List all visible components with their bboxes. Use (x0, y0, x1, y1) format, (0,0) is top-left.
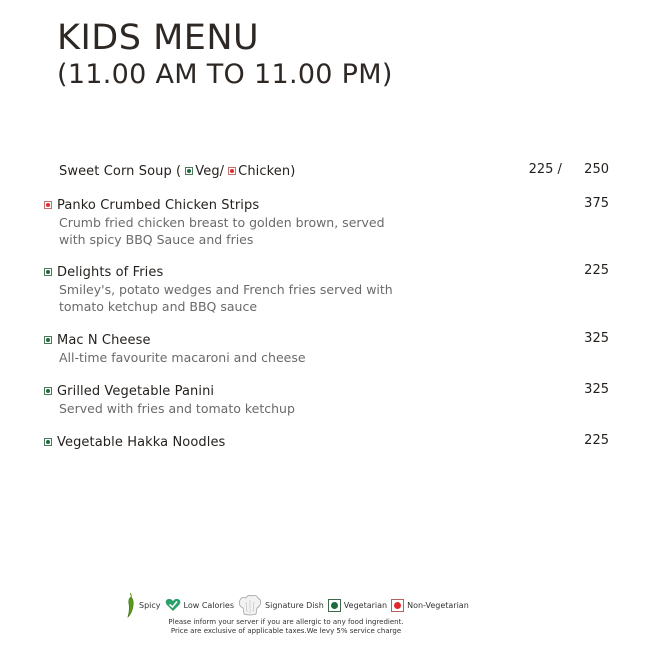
legend-signature-dish: Signature Dish (238, 594, 324, 616)
item-price: 225 (584, 263, 609, 278)
menu-item (44, 433, 609, 451)
item-name: Sweet Corn Soup ( (59, 163, 182, 179)
veg-marker-icon (44, 268, 52, 276)
legend-low-calories: Low Calories (165, 598, 235, 612)
item-price: 325 (584, 331, 609, 346)
chef-hat-icon (238, 594, 262, 616)
veg-marker-icon (44, 336, 52, 344)
item-price: 325 (584, 382, 609, 397)
legend-spicy: Spicy (126, 592, 161, 618)
item-name: Vegetable Hakka Noodles (57, 434, 226, 450)
non-veg-marker-icon (44, 201, 52, 209)
chili-icon (126, 592, 136, 618)
veg-marker-icon (44, 387, 52, 395)
item-description: All-time favourite macaroni and cheese (59, 350, 306, 365)
item-name: Mac N Cheese (57, 332, 151, 348)
menu-item-sweet-corn-soup (44, 162, 609, 180)
nonveg-price: 250 (584, 162, 609, 177)
non-veg-marker-icon (228, 167, 236, 175)
menu-item (44, 331, 609, 366)
item-description: with spicy BBQ Sauce and fries (59, 232, 254, 247)
item-name: Panko Crumbed Chicken Strips (57, 197, 260, 213)
veg-marker-icon (185, 167, 193, 175)
nonveg-label: Chicken) (238, 163, 296, 179)
legend-non-vegetarian: Non-Vegetarian (391, 599, 469, 612)
item-description: Smiley's, potato wedges and French fries served with (59, 282, 393, 297)
item-description: Crumb fried chicken breast to golden brown, served (59, 215, 385, 230)
page-title: KIDS MENU (57, 18, 260, 58)
legend-vegetarian: Vegetarian (328, 599, 387, 612)
heart-check-icon (165, 598, 181, 612)
item-price: 375 (584, 196, 609, 211)
item-name: Grilled Vegetable Panini (57, 383, 215, 399)
item-prices (529, 162, 609, 177)
non-veg-marker-icon (391, 599, 404, 612)
menu-item (44, 382, 609, 417)
legend (126, 592, 473, 618)
tax-note: Price are exclusive of applicable taxes.We levy 5% service charge (170, 627, 402, 635)
footer-notes (0, 618, 572, 636)
menu-hours: (11.00 AM TO 11.00 PM) (57, 59, 393, 90)
veg-label: Veg/ (195, 163, 225, 179)
allergy-note: Please inform your server if you are allergic to any food ingredient. (168, 618, 404, 626)
menu-item (44, 263, 609, 315)
menu-item (44, 196, 609, 248)
veg-marker-icon (328, 599, 341, 612)
veg-price: 225 / (528, 162, 562, 177)
item-price: 225 (584, 433, 609, 448)
item-description: tomato ketchup and BBQ sauce (59, 299, 258, 314)
veg-marker-icon (44, 438, 52, 446)
item-description: Served with fries and tomato ketchup (59, 401, 295, 416)
item-name: Delights of Fries (57, 264, 164, 280)
